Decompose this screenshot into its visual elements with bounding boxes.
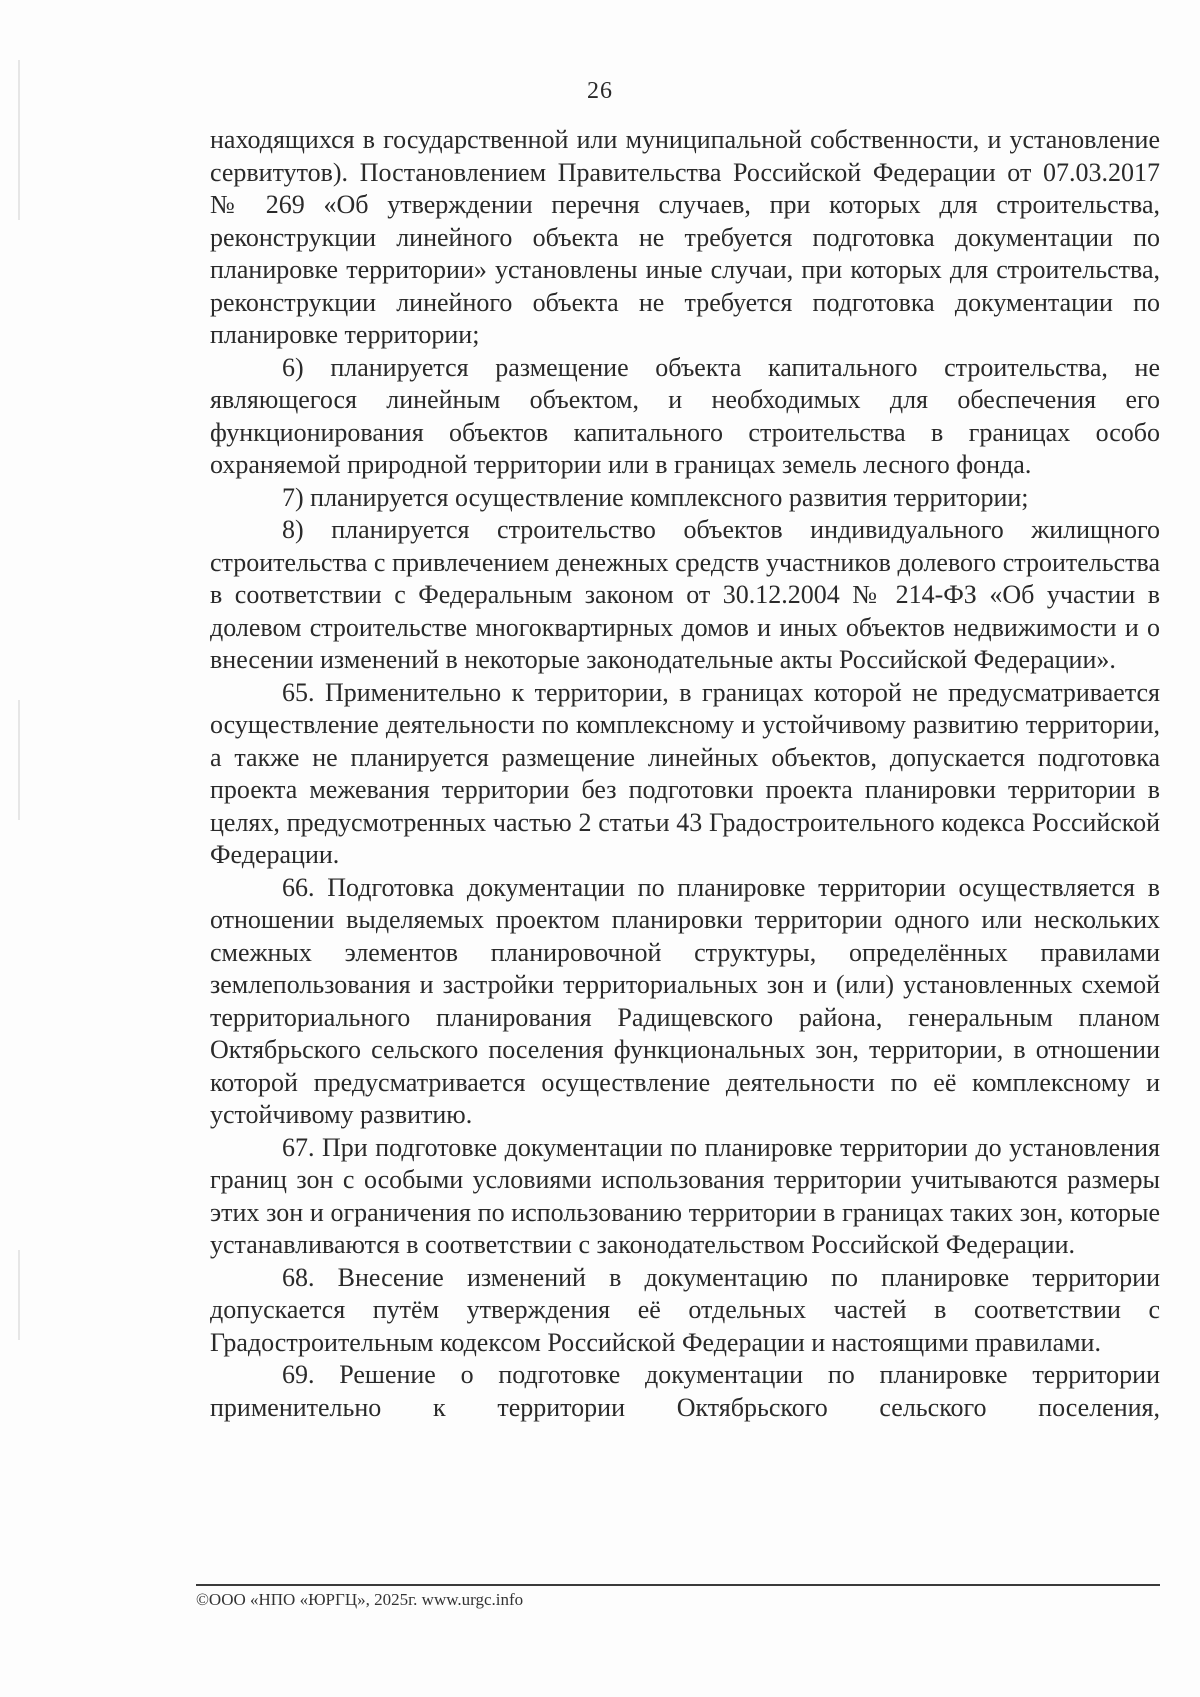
scan-edge-mark xyxy=(18,700,20,820)
footer-divider xyxy=(196,1584,1160,1586)
paragraph-item-6: 6) планируется размещение объекта капитального строительства, не являющегося линейным объектом, и необходимых для обеспечения его функционирования объектов капитального строительства в границах особо охраняемой природной территории или в границах земель лесного фонда. xyxy=(210,352,1160,479)
document-body xyxy=(210,124,1160,1424)
paragraph-item-7: 7) планируется осуществление комплексного развития территории; xyxy=(282,482,1029,512)
paragraph-section-66: 66. Подготовка документации по планировке территории осуществляется в отношении выделяемых проектом планировки территории одного или нескольких смежных элементов планировочной структуры, определённых правилами землепользования и застройки территориальных зон и (или) установленных схемой территориального планирования Радищевского района, генеральным планом Октябрьского сельского поселения функциональных зон, территории, в отношении которой предусматривается осуществление деятельности по её комплексному и устойчивому развитию. xyxy=(210,872,1160,1129)
paragraph-section-68: 68. Внесение изменений в документацию по планировке территории допускается путём утверждения её отдельных частей в соответствии с Градостроительным кодексом Российской Федерации и настоящими правилами. xyxy=(210,1262,1160,1357)
paragraph-item-8: 8) планируется строительство объектов индивидуального жилищного строительства с привлечением денежных средств участников долевого строительства в соответствии с Федеральным законом от 30.12.2004 № 214-ФЗ «Об участии в долевом строительстве многоквартирных домов и иных объектов недвижимости и о внесении изменений в некоторые законодательные акты Российской Федерации». xyxy=(210,515,1160,674)
scan-edge-mark xyxy=(18,1250,20,1340)
paragraph-section-69: 69. Решение о подготовке документации по планировке территории применительно к территории Октябрьского сельского поселения, xyxy=(210,1360,1160,1422)
paragraph-section-67: 67. При подготовке документации по планировке территории до установления границ зон с особыми условиями использования территории учитываются размеры этих зон и ограничения по использованию территории в границах таких зон, которые устанавливаются в соответствии с законодательством Российской Федерации. xyxy=(210,1132,1160,1259)
paragraph-section-65: 65. Применительно к территории, в границах которой не предусматривается осуществление деятельности по комплексному и устойчивому развитию территории, а также не планируется размещение линейных объектов, допускается подготовка проекта межевания территории без подготовки проекта планировки территории в целях, предусмотренных частью 2 статьи 43 Градостроительного кодекса Российской Федерации. xyxy=(210,677,1160,869)
paragraph-continuation: находящихся в государственной или муниципальной собственности, и установление сервитутов). Постановлением Правительства Российской Федерации от 07.03.2017 № 269 «Об утверждении перечня случаев, при которых для строительства, реконструкции линейного объекта не требуется подготовка документации по планировке территории» установлены иные случаи, при которых для строительства, реконструкции линейного объекта не требуется подготовка документации по планировке территории; xyxy=(210,125,1160,349)
footer-copyright: ©ООО «НПО «ЮРГЦ», 2025г. www.urgc.info xyxy=(196,1590,524,1609)
page-number: 26 xyxy=(587,78,613,104)
